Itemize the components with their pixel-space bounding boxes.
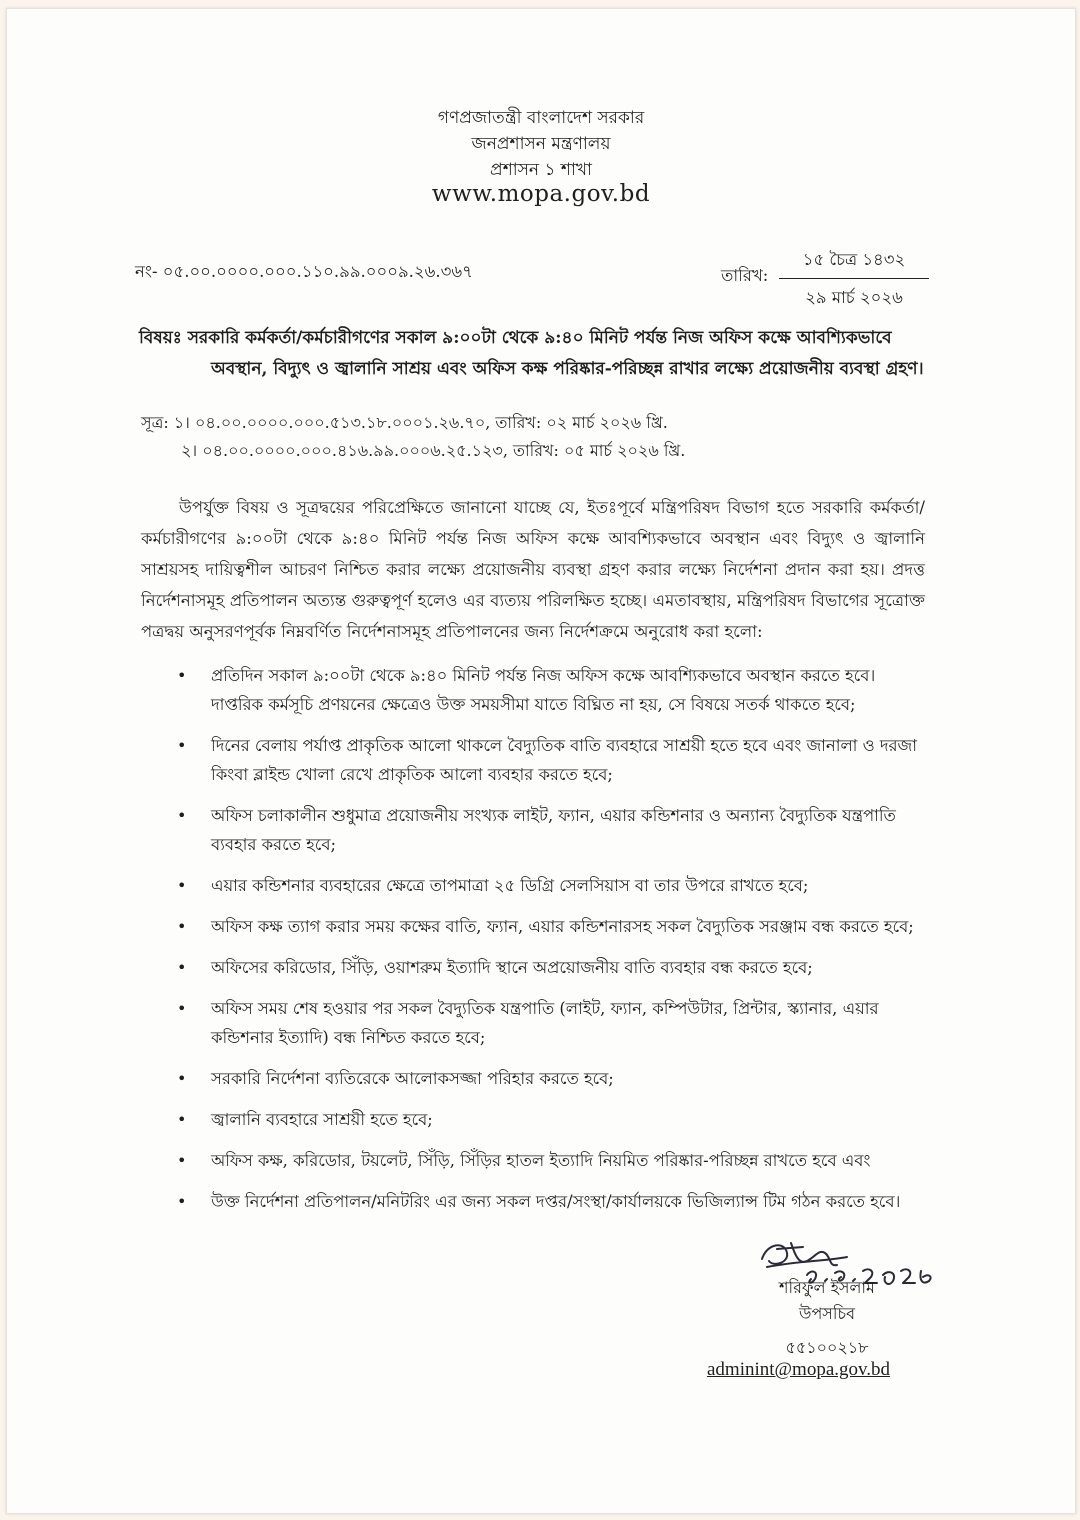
bullet-icon: • xyxy=(177,876,187,895)
signatory-block xyxy=(727,1275,927,1361)
directive-list xyxy=(175,661,927,1228)
subject-line-2: অবস্থান, বিদ্যুৎ ও জ্বালানি সাশ্রয় এবং অফিস কক্ষ পরিষ্কার-পরিচ্ছন্ন রাখার লক্ষ্যে প্রয়োজনীয় ব্যবস্থা গ্রহণ। xyxy=(211,359,924,379)
bullet-icon: • xyxy=(177,917,187,936)
list-item-text: অফিসের করিডোর, সিঁড়ি, ওয়াশরুম ইত্যাদি স্থানে অপ্রয়োজনীয় বাতি ব্যবহার বন্ধ করতে হবে; xyxy=(211,958,813,977)
list-item xyxy=(175,661,927,719)
bullet-icon: • xyxy=(177,1069,187,1088)
website-url: www.mopa.gov.bd xyxy=(431,181,651,207)
list-item-text: অফিস চলাকালীন শুধুমাত্র প্রয়োজনীয় সংখ্যক লাইট, ফ্যান, এয়ার কন্ডিশনার ও অন্যান্য বৈদ্যুতিক যন্ত্রপাতি ব্যবহার করতে হবে; xyxy=(211,806,896,854)
list-item xyxy=(175,1187,927,1216)
list-item xyxy=(175,912,927,941)
list-item xyxy=(175,953,927,982)
references xyxy=(141,409,685,465)
memo-number: নং- ০৫.০০.০০০০.০০০.১১০.৯৯.০০০৯.২৬.৩৬৭ xyxy=(135,262,473,281)
government-name: গণপ্রজাতন্ত্রী বাংলাদেশ সরকার xyxy=(437,108,645,128)
list-item-text: জ্বালানি ব্যবহারে সাশ্রয়ী হতে হবে; xyxy=(211,1110,433,1129)
list-item-text: প্রতিদিন সকাল ৯:০০টা থেকে ৯:৪০ মিনিট পর্যন্ত নিজ অফিস কক্ষে আবশ্যিকভাবে অবস্থান করতে হবে। দাপ্তরিক কর্মসূচি প্রণয়নের ক্ষেত্রেও উক্ত সময়সীমা যাতে বিঘ্নিত না হয়, সে বিষয়ে সতর্ক থাকতে হবে; xyxy=(211,666,876,714)
list-item-text: অফিস কক্ষ, করিডোর, টয়লেট, সিঁড়ি, সিঁড়ির হাতল ইত্যাদি নিয়মিত পরিষ্কার-পরিচ্ছন্ন রাখতে হবে এবং xyxy=(211,1151,871,1170)
bullet-icon: • xyxy=(177,999,187,1018)
list-item-text: দিনের বেলায় পর্যাপ্ত প্রাকৃতিক আলো থাকলে বৈদ্যুতিক বাতি ব্যবহারে সাশ্রয়ী হতে হবে এবং জানালা ও দরজা কিংবা ব্লাইন্ড খোলা রেখে প্রাকৃতিক আলো ব্যবহার করতে হবে; xyxy=(211,736,917,784)
ministry-name: জনপ্রশাসন মন্ত্রণালয় xyxy=(471,134,611,154)
bullet-icon: • xyxy=(177,1151,187,1170)
body-paragraph: উপর্যুক্ত বিষয় ও সূত্রদ্বয়ের পরিপ্রেক্ষিতে জানানো যাচ্ছে যে, ইতঃপূর্বে মন্ত্রিপরিষদ বিভাগ হতে সরকারি কর্মকর্তা/কর্মচারীগণের ৯:০০টা থেকে ৯:৪০ মিনিট পর্যন্ত নিজ অফিস কক্ষে আবশ্যিকভাবে অবস্থান এবং বিদ্যুৎ ও জ্বালানি সাশ্রয়সহ দায়িত্বশীল আচরণ নিশ্চিত করার লক্ষ্যে প্রয়োজনীয় ব্যবস্থা গ্রহণ করার লক্ষ্যে নির্দেশনা প্রদান করা হয়। প্রদত্ত নির্দেশনাসমূহ প্রতিপালন অত্যন্ত গুরুত্বপূর্ণ হলেও এর ব্যত্যয় পরিলক্ষিত হচ্ছে। এমতাবস্থায়, মন্ত্রিপরিষদ বিভাগের সূত্রোক্ত পত্রদ্বয় অনুসরণপূর্বক নিম্নবর্ণিত নির্দেশনাসমূহ প্রতিপালনের জন্য নির্দেশক্রমে অনুরোধ করা হলো: xyxy=(141,498,925,641)
list-item xyxy=(175,994,927,1052)
subject-line xyxy=(139,323,947,385)
signatory-email[interactable]: adminint@mopa.gov.bd xyxy=(707,1359,891,1380)
list-item-text: এয়ার কন্ডিশনার ব্যবহারের ক্ষেত্রে তাপমাত্রা ২৫ ডিগ্রি সেলসিয়াস বা তার উপরে রাখতে হবে; xyxy=(211,876,809,895)
list-item xyxy=(175,1105,927,1134)
list-item xyxy=(175,1146,927,1175)
list-item xyxy=(175,1064,927,1093)
reference-1: সূত্র: ১। ০৪.০০.০০০০.০০০.৫১৩.১৮.০০০১.২৬.৭০, তারিখ: ০২ মার্চ ২০২৬ খ্রি. xyxy=(141,413,668,432)
bullet-icon: • xyxy=(177,666,187,685)
signatory-designation: উপসচিব xyxy=(798,1304,855,1323)
date-gregorian: ২৯ মার্চ ২০২৬ xyxy=(805,288,903,307)
signatory-name: শরিফুল ইসলাম xyxy=(779,1278,875,1297)
bullet-icon: • xyxy=(177,736,187,755)
list-item xyxy=(175,871,927,900)
list-item xyxy=(175,801,927,859)
reference-2: ২। ০৪.০০.০০০০.০০০.৪১৬.৯৯.০০০৬.২৫.১২৩, তারিখ: ০৫ মার্চ ২০২৬ খ্রি. xyxy=(181,441,686,460)
list-item-text: উক্ত নির্দেশনা প্রতিপালন/মনিটরিং এর জন্য সকল দপ্তর/সংস্থা/কার্যালয়কে ভিজিল্যান্স টিম গঠন করতে হবে। xyxy=(211,1192,901,1211)
list-item xyxy=(175,731,927,789)
signatory-phone: ৫৫১০০২১৮ xyxy=(785,1338,869,1357)
date-label: তারিখ: xyxy=(721,266,769,285)
list-item-text: অফিস কক্ষ ত্যাগ করার সময় কক্ষের বাতি, ফ্যান, এয়ার কন্ডিশনারসহ সকল বৈদ্যুতিক সরঞ্জাম বন্ধ করতে হবে; xyxy=(211,917,914,936)
list-item-text: সরকারি নির্দেশনা ব্যতিরেকে আলোকসজ্জা পরিহার করতে হবে; xyxy=(211,1069,614,1088)
date-bangla: ১৫ চৈত্র ১৪৩২ xyxy=(779,247,929,279)
bullet-icon: • xyxy=(177,1192,187,1211)
bullet-icon: • xyxy=(177,1110,187,1129)
subject-line-1: বিষয়ঃ সরকারি কর্মকর্তা/কর্মচারীগণের সকাল ৯:০০টা থেকে ৯:৪০ মিনিট পর্যন্ত নিজ অফিস কক্ষে আবশ্যিকভাবে xyxy=(139,328,892,348)
memo-date xyxy=(779,247,929,312)
bullet-icon: • xyxy=(177,958,187,977)
list-item-text: অফিস সময় শেষ হওয়ার পর সকল বৈদ্যুতিক যন্ত্রপাতি (লাইট, ফ্যান, কম্পিউটার, প্রিন্টার, স্ক্যানার, এয়ার কন্ডিশনার ইত্যাদি) বন্ধ নিশ্চিত করতে হবে; xyxy=(211,999,879,1047)
document-page xyxy=(6,8,1076,1514)
section-name: প্রশাসন ১ শাখা xyxy=(490,160,592,180)
bullet-icon: • xyxy=(177,806,187,825)
